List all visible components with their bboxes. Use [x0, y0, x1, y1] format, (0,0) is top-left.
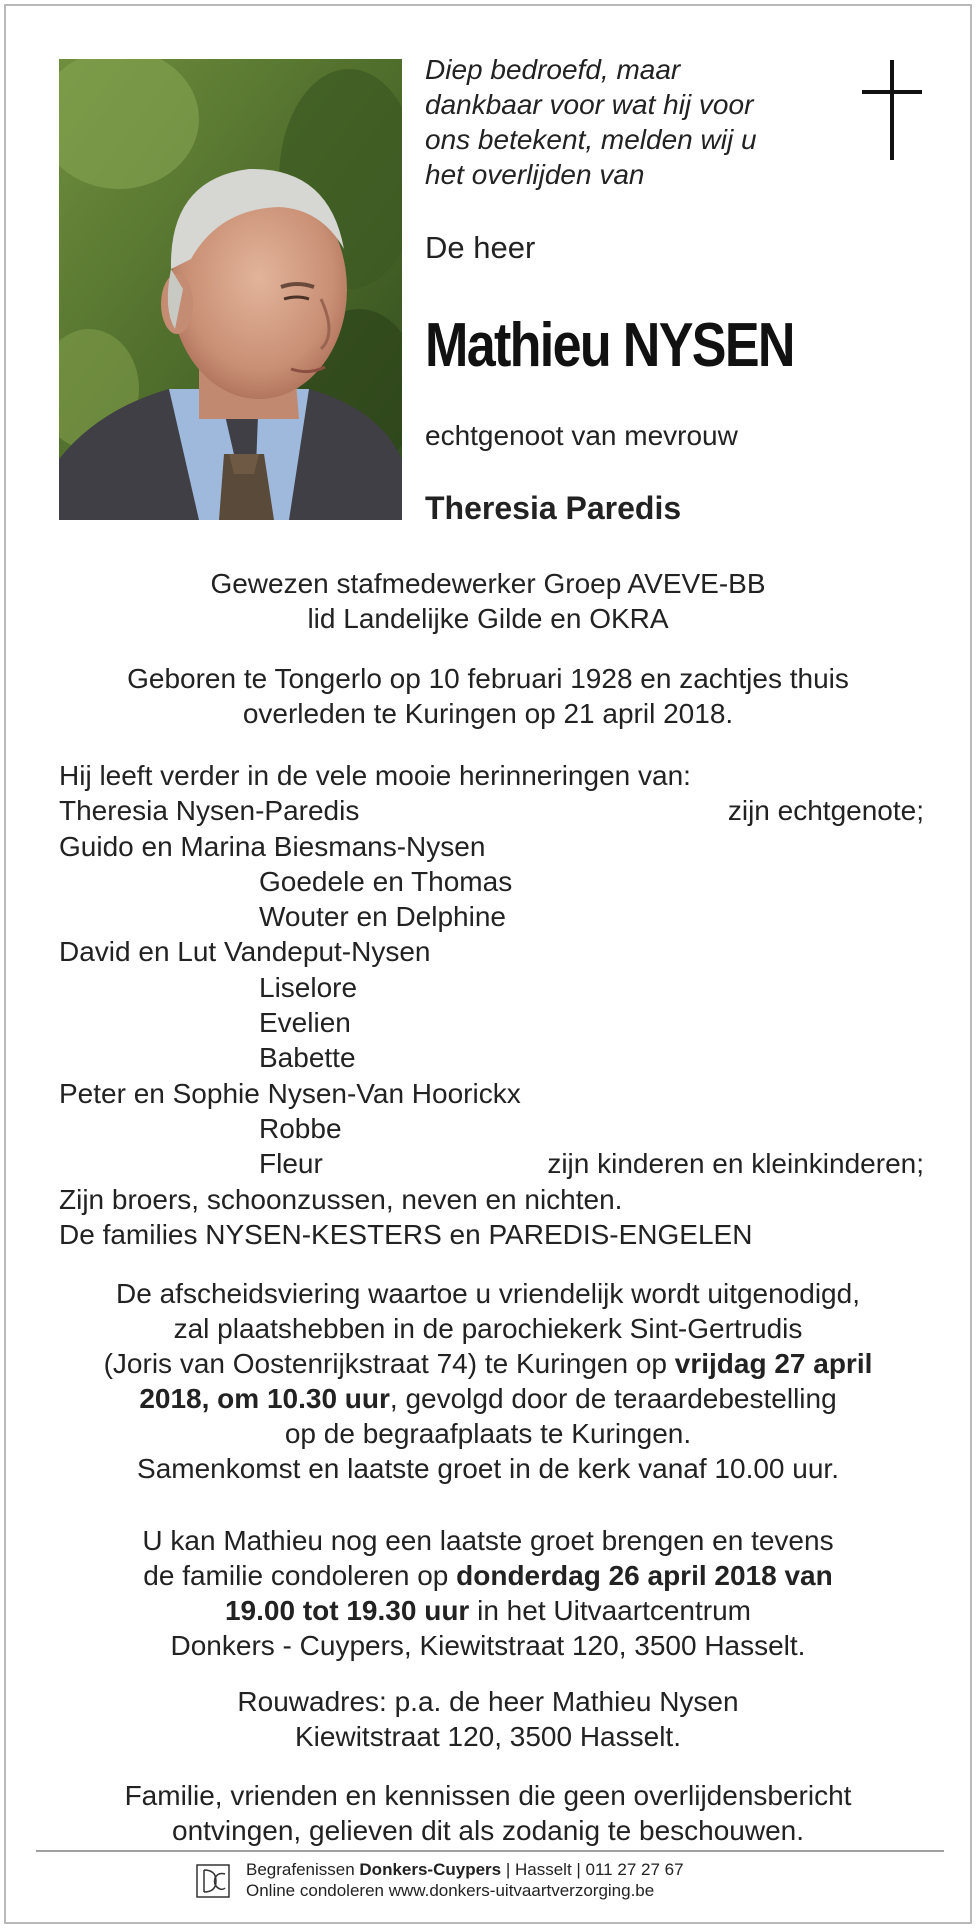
family-member: De families NYSEN-KESTERS en PAREDIS-ENGELEN: [59, 1218, 753, 1250]
family-row: [59, 864, 919, 899]
family-row: [59, 1005, 919, 1040]
family-member: Fleur: [259, 1148, 323, 1180]
ceremony-text: (Joris van Oostenrijkstraat 74) te Kuringen op: [103, 1348, 675, 1379]
visit-date: donderdag 26 april 2018 van: [456, 1560, 833, 1591]
family-row: [59, 1040, 919, 1075]
intro-line: dankbaar voor wat hij voor: [425, 89, 754, 120]
family-row: [59, 1182, 919, 1217]
intro-line: ons betekent, melden wij u: [425, 124, 757, 155]
family-rows: [59, 793, 924, 1252]
footer-prefix: Begrafenissen: [246, 1860, 360, 1879]
honorific-title: De heer: [425, 230, 536, 265]
closing-line: ontvingen, gelieven dit als zodanig te beschouwen.: [172, 1815, 804, 1846]
ceremony-line: Samenkomst en laatste groet in de kerk vanaf 10.00 uur.: [137, 1453, 839, 1484]
ceremony-line: zal plaatshebben in de parochiekerk Sint-Gertrudis: [173, 1313, 803, 1344]
footer-contact: | Hasselt | 011 27 27 67: [501, 1860, 684, 1879]
portrait-photo: [59, 59, 402, 520]
family-member: David en Lut Vandeput-Nysen: [59, 936, 431, 968]
intro-text: [425, 52, 825, 192]
visit-line: [30, 1558, 946, 1593]
family-list: [59, 758, 924, 1252]
family-row: [59, 793, 924, 828]
ceremony-date: vrijdag 27 april: [674, 1348, 873, 1379]
family-row: [59, 1217, 919, 1252]
family-intro: Hij leeft verder in de vele mooie herinneringen van:: [59, 760, 691, 791]
visit-time: 19.00 tot 19.30 uur: [224, 1595, 470, 1626]
career-line: lid Landelijke Gilde en OKRA: [307, 603, 669, 634]
spouse-name: Theresia Paredis: [425, 490, 682, 526]
ceremony-block: [30, 1276, 946, 1486]
family-member: Theresia Nysen-Paredis: [59, 795, 360, 827]
footer-text: [246, 1859, 684, 1901]
family-member: Peter en Sophie Nysen-Van Hoorickx: [59, 1077, 521, 1109]
family-row: [59, 899, 919, 934]
family-member: Goedele en Thomas: [259, 865, 513, 897]
ceremony-line: [30, 1381, 946, 1416]
intro-line: Diep bedroefd, maar: [425, 54, 681, 85]
career-block: [30, 566, 946, 636]
family-relation: zijn echtgenote;: [727, 795, 924, 827]
visit-line: U kan Mathieu nog een laatste groet brengen en tevens: [142, 1525, 834, 1556]
ceremony-line: op de begraafplaats te Kuringen.: [284, 1418, 692, 1449]
closing-line: Familie, vrienden en kennissen die geen overlijdensbericht: [124, 1780, 852, 1811]
family-member: Wouter en Delphine: [259, 901, 506, 933]
family-member: Evelien: [259, 1007, 351, 1039]
family-row: [59, 1076, 919, 1111]
visit-block: [30, 1523, 946, 1663]
footer-website: Online condoleren www.donkers-uitvaartverzorging.be: [246, 1881, 655, 1900]
family-relation: zijn kinderen en kleinkinderen;: [547, 1148, 924, 1180]
birth-block: [30, 661, 946, 731]
family-member: Robbe: [259, 1112, 342, 1144]
family-member: Liselore: [259, 971, 358, 1003]
footer-company-line: [246, 1859, 684, 1880]
spouse-label: echtgenoot van mevrouw: [425, 420, 738, 451]
family-row: [59, 829, 919, 864]
visit-text: de familie condoleren op: [143, 1560, 457, 1591]
address-line: Rouwadres: p.a. de heer Mathieu Nysen: [237, 1686, 739, 1717]
latin-cross-icon: [862, 60, 922, 160]
deceased-name: Mathieu NYSEN: [425, 311, 794, 380]
ceremony-line: [30, 1346, 946, 1381]
birth-line: Geboren te Tongerlo op 10 februari 1928 en zachtjes thuis: [127, 663, 849, 694]
ceremony-time: 2018, om 10.30 uur: [139, 1383, 390, 1414]
family-row: [59, 1146, 924, 1181]
visit-line: Donkers - Cuypers, Kiewitstraat 120, 3500 Hasselt.: [170, 1630, 806, 1661]
footer-divider: [36, 1850, 944, 1852]
visit-text: in het Uitvaartcentrum: [469, 1595, 751, 1626]
family-member: Zijn broers, schoonzussen, neven en nichten.: [59, 1183, 623, 1215]
family-member: Guido en Marina Biesmans-Nysen: [59, 830, 486, 862]
birth-line: overleden te Kuringen op 21 april 2018.: [242, 698, 734, 729]
family-row: [59, 934, 919, 969]
address-line: Kiewitstraat 120, 3500 Hasselt.: [295, 1721, 681, 1752]
career-line: Gewezen stafmedewerker Groep AVEVE-BB: [210, 568, 766, 599]
family-member: Babette: [259, 1042, 356, 1074]
visit-line: [30, 1593, 946, 1628]
family-row: [59, 970, 919, 1005]
address-block: [30, 1684, 946, 1754]
ceremony-text: , gevolgd door de teraardebestelling: [389, 1383, 837, 1414]
family-row: [59, 1111, 919, 1146]
intro-line: het overlijden van: [425, 159, 645, 190]
closing-block: [30, 1778, 946, 1848]
funeral-home-logo: [196, 1864, 230, 1898]
footer-company: Donkers-Cuypers: [359, 1860, 502, 1879]
ceremony-line: De afscheidsviering waartoe u vriendelijk wordt uitgenodigd,: [116, 1278, 860, 1309]
